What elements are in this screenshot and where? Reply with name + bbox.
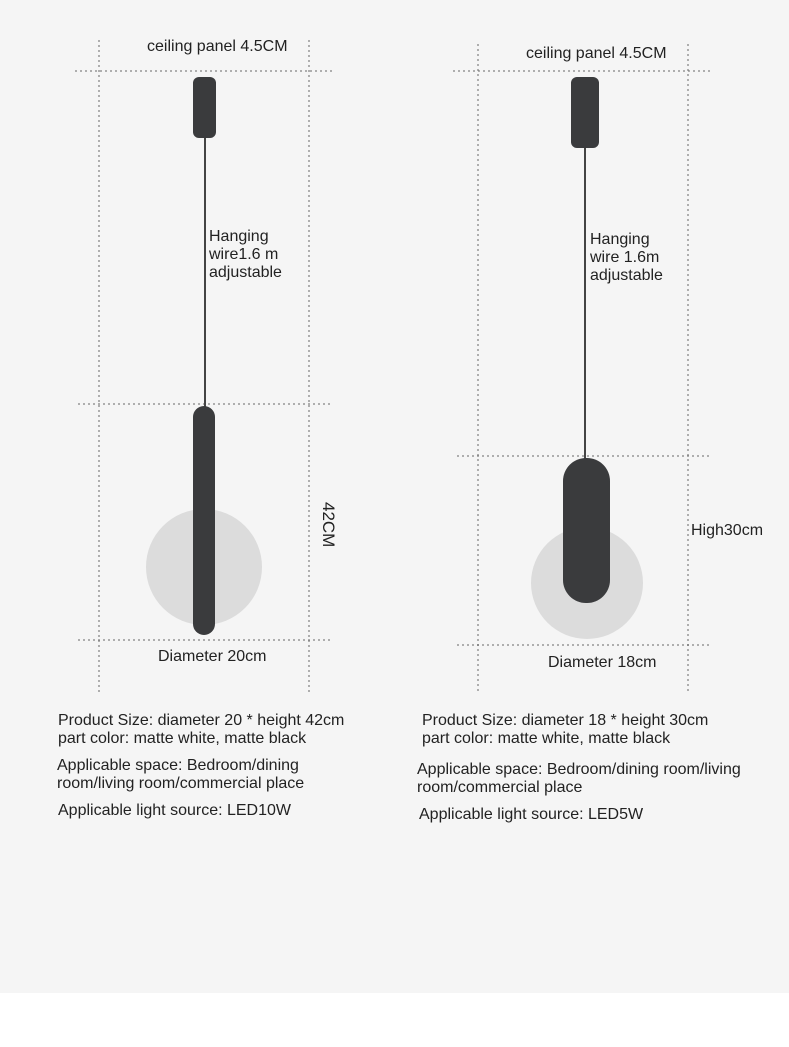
left-spec-light: Applicable light source: LED10W: [58, 802, 292, 819]
left-diameter-label: Diameter 20cm: [158, 648, 267, 665]
left-spec-space-line2: room/living room/commercial place: [57, 775, 305, 792]
right-spec-color: part color: matte white, matte black: [422, 730, 671, 747]
right-spec-space-line1: Applicable space: Bedroom/dining room/living: [417, 761, 741, 778]
left-spec-size: Product Size: diameter 20 * height 42cm: [58, 712, 345, 729]
right-wire-label-line1: Hanging: [590, 231, 650, 248]
right-spec-size: Product Size: diameter 18 * height 30cm: [422, 712, 709, 729]
left-ceiling-label: ceiling panel 4.5CM: [147, 38, 288, 55]
right-wire-label-line3: adjustable: [590, 267, 663, 284]
left-height-label: 42CM: [319, 502, 338, 548]
right-wire-label-line2: wire 1.6m: [590, 249, 660, 266]
left-spec-space-line1: Applicable space: Bedroom/dining: [57, 757, 299, 774]
left-spec-color: part color: matte white, matte black: [58, 730, 307, 747]
right-height-label: High30cm: [691, 522, 764, 539]
left-wire-label-line3: adjustable: [209, 264, 282, 281]
bottom-strip: [0, 993, 789, 1047]
left-wire-label-line1: Hanging: [209, 228, 269, 245]
left-wire-label-line2: wire1.6 m: [209, 246, 279, 263]
right-black-bar: [563, 458, 610, 603]
right-spec-light: Applicable light source: LED5W: [419, 806, 644, 823]
right-spec-space-line2: room/commercial place: [417, 779, 583, 796]
right-ceiling-label: ceiling panel 4.5CM: [526, 45, 667, 62]
right-diameter-label: Diameter 18cm: [548, 654, 657, 671]
right-ceiling-canopy: [571, 77, 599, 148]
